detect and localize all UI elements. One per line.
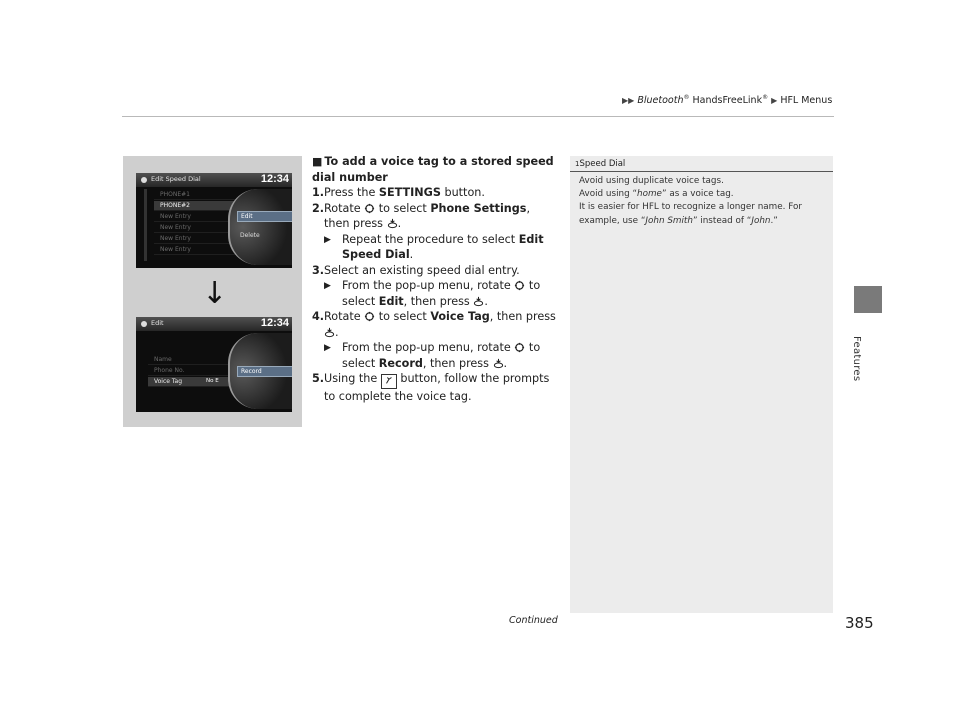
step-number: 2. (312, 201, 325, 215)
step-3 (312, 263, 557, 279)
header-rule (122, 116, 834, 117)
step-text: to select (342, 279, 541, 308)
note-text: .” (770, 215, 778, 226)
registered-mark-2: ® (762, 94, 769, 101)
interface-dial-icon (364, 311, 375, 322)
record-label: Record (378, 356, 423, 370)
note-text: John Smith (645, 215, 693, 226)
step-text: . (503, 356, 508, 370)
step-text: From the pop-up menu, rotate (342, 341, 515, 354)
section-label: Features (851, 336, 862, 382)
step-1 (312, 185, 557, 201)
note-rule (570, 171, 833, 172)
step-2-sub (312, 232, 557, 263)
note-box (570, 156, 833, 613)
breadcrumb-separator-icon: ▶ (771, 96, 778, 106)
instructions (312, 154, 557, 405)
list-item: New Entry (154, 245, 240, 255)
popup-menu (228, 189, 292, 265)
page-number: 385 (845, 614, 874, 632)
step-text: button, follow the prompts to complete the voice tag. (324, 372, 550, 403)
field-voice-tag: Voice Tag (148, 377, 234, 387)
note-text: Avoid using “ (579, 189, 638, 200)
step-text: to select (375, 201, 431, 215)
section-heading (312, 154, 557, 185)
talk-button-icon (381, 374, 397, 389)
heading-text: To add a voice tag to a stored speed dial number (312, 155, 554, 184)
step-number: 3. (312, 263, 325, 277)
press-dial-icon (493, 358, 504, 369)
step-text: to select (342, 341, 541, 370)
breadcrumb (622, 94, 832, 106)
sub-step-arrow-icon: ▶ (324, 234, 331, 245)
edit-label: Edit (378, 294, 404, 308)
note-text: ” as a voice tag. (661, 189, 734, 200)
step-text: button. (440, 186, 485, 199)
phone-settings-label: Phone Settings (430, 201, 527, 215)
note-body (579, 175, 827, 228)
step-text: Repeat the procedure to select (342, 232, 519, 246)
breadcrumb-bluetooth: Bluetooth (637, 95, 684, 107)
step-text: Rotate (324, 310, 365, 323)
step-4-sub (312, 340, 557, 371)
popup-item-edit: Edit (237, 211, 292, 222)
screen-title: Edit (151, 319, 164, 327)
note-text: John (751, 215, 771, 226)
step-number: 5. (312, 372, 325, 385)
screen-clock: 12:34 (260, 317, 289, 329)
sub-step-arrow-icon: ▶ (324, 281, 331, 291)
continued-label: Continued (509, 615, 558, 626)
step-text: Select an existing speed dial entry. (324, 263, 520, 277)
note-text: ” instead of “ (692, 215, 752, 226)
step-text: , then press (403, 294, 474, 308)
press-dial-icon (473, 296, 484, 307)
note-line (579, 201, 827, 227)
sub-step-arrow-icon: ▶ (324, 343, 331, 353)
screen-menu-dot-icon (141, 177, 147, 183)
note-title-text: Speed Dial (579, 159, 626, 169)
step-text: From the pop-up menu, rotate (342, 279, 515, 292)
field-name: Name (148, 355, 234, 365)
screen-edit (136, 317, 292, 412)
breadcrumb-hfl-menus: HFL Menus (780, 95, 833, 107)
screen-scrollbar (144, 189, 147, 261)
voice-tag-label: Voice Tag (430, 310, 490, 323)
list-item: New Entry (154, 234, 240, 244)
step-text: Using the (324, 372, 381, 385)
breadcrumb-handsfreelink: HandsFreeLink (692, 95, 763, 107)
step-text: . (335, 325, 339, 339)
note-line: Avoid using duplicate voice tags. (579, 176, 724, 186)
list-item-selected: PHONE#2 (154, 201, 240, 211)
registered-mark: ® (683, 94, 690, 101)
screen-clock: 12:34 (260, 173, 289, 185)
step-4 (312, 309, 557, 340)
interface-dial-icon (514, 280, 525, 291)
heading-square-icon: ■ (312, 155, 323, 168)
step-text: Rotate (324, 201, 365, 215)
screen-menu-dot-icon (141, 321, 147, 327)
step-text: , then press (422, 356, 493, 370)
press-dial-icon (324, 327, 335, 338)
step-text: , then press (489, 310, 556, 323)
step-3-sub (312, 278, 557, 309)
step-2 (312, 201, 557, 232)
edit-speed-dial-label: Edit Speed Dial (342, 232, 544, 261)
settings-label: SETTINGS (378, 186, 441, 199)
note-number: 1 (575, 160, 580, 168)
list-item: PHONE#1 (154, 190, 240, 200)
interface-dial-icon (514, 342, 525, 353)
note-line (579, 188, 827, 201)
breadcrumb-arrow-icon: ▶▶ (622, 96, 635, 106)
screen-title: Edit Speed Dial (151, 175, 201, 183)
note-text: home (637, 189, 662, 200)
list-item: New Entry (154, 223, 240, 233)
popup-item-record: Record (237, 366, 292, 377)
note-title (575, 159, 625, 169)
field-phone-no: Phone No. (148, 366, 234, 376)
step-text: . (409, 248, 414, 261)
step-5 (312, 371, 557, 405)
step-text: . (484, 294, 488, 308)
step-number: 1. (312, 186, 325, 199)
interface-dial-icon (364, 203, 375, 214)
screen-edit-speed-dial (136, 173, 292, 268)
note-text: It is easier for HFL to recognize a longer name. For example, use “ (579, 202, 802, 226)
figure-panel (123, 156, 302, 427)
step-text: to select (375, 310, 431, 323)
section-tab-marker (854, 286, 882, 313)
list-item: New Entry (154, 212, 240, 222)
field-voice-tag-value: No E (206, 378, 219, 384)
down-arrow-icon: ↓ (202, 276, 228, 311)
step-number: 4. (312, 310, 325, 323)
step-text: Press the (324, 186, 379, 199)
step-text: . (397, 217, 402, 230)
press-dial-icon (387, 218, 398, 229)
step-text: , then press (324, 201, 530, 230)
popup-item-delete: Delete (240, 232, 260, 239)
